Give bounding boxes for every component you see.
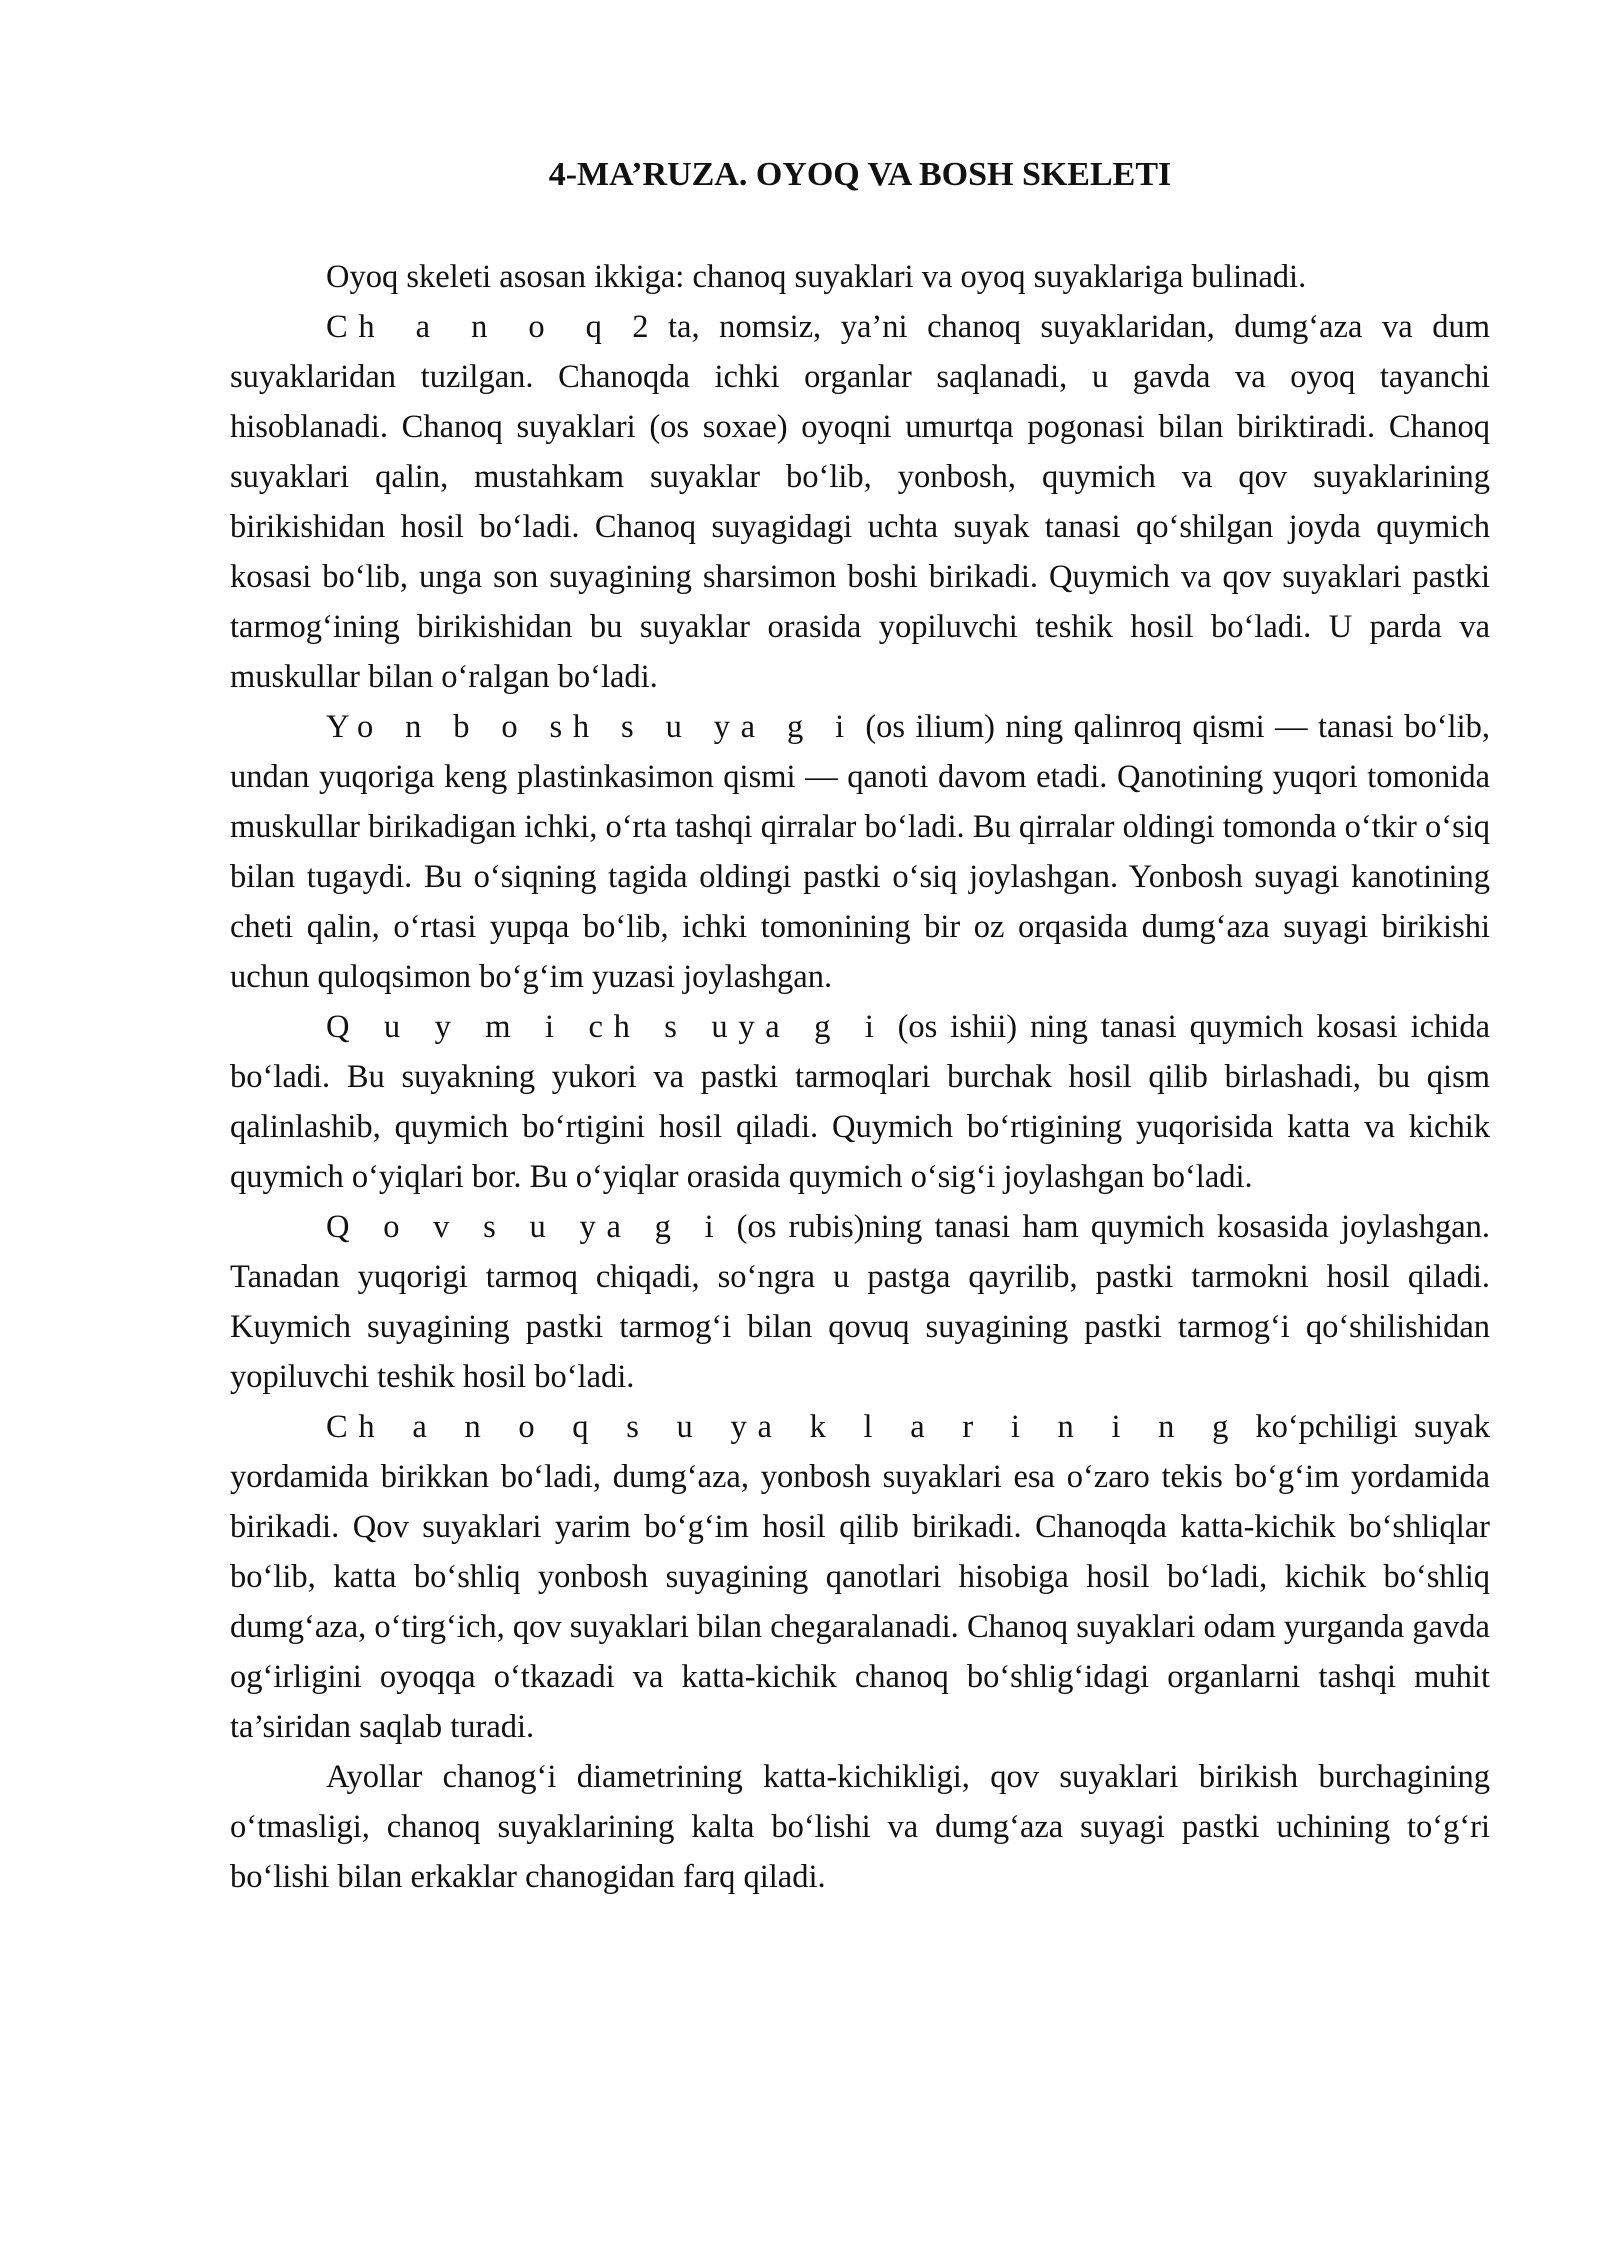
paragraph-4-text: (os ishii) ning tanasi quymich kosasi ichida bo‘ladi. Bu suyakning yukori va pastki tarmoqlari burchak hosil qilib birlashadi, bu qism qalinlashib, quymich bo‘rtigini hosil qiladi. Quymich bo‘rtigining yuqorisida katta va kichik quymich o‘yiqlari bor. Bu o‘yiqlar orasida quymich o‘sig‘i joylashgan bo‘ladi.	[230, 1009, 1490, 1195]
paragraph-1-text: Oyoq skeleti asosan ikkiga: chanoq suyaklari va oyoq suyaklariga bulinadi.	[326, 259, 1307, 295]
paragraph-2-lead: Ch a n o q	[326, 309, 613, 345]
paragraph-4-lead: Q u y m i ch s uya g i	[326, 1009, 885, 1045]
paragraph-5-lead: Q o v s u ya g i	[326, 1209, 725, 1245]
paragraph-7	[230, 1752, 1490, 1902]
paragraph-4	[230, 1002, 1490, 1202]
paragraph-7-text: Ayollar chanog‘i diametrining katta-kichikligi, qov suyaklari birikish burchagining o‘tmasligi, chanoq suyaklarining kalta bo‘lishi va dumg‘aza suyagi pastki uchining to‘g‘ri bo‘lishi bilan erkaklar chanogidan farq qiladi.	[230, 1759, 1490, 1895]
paragraph-6	[230, 1402, 1490, 1752]
page-title: 4-MA’RUZA. OYOQ VA BOSH SKELETI	[548, 156, 1172, 193]
paragraph-3-text: (os ilium) ning qalinroq qismi — tanasi bo‘lib, undan yuqoriga keng plastinkasimon qismi — qanoti davom etadi. Qanotining yuqori tomonida muskullar birikadigan ichki, o‘rta tashqi qirralar bo‘ladi. Bu qirralar oldingi tomonda o‘tkir o‘siq bilan tugaydi. Bu o‘siqning tagida oldingi pastki o‘siq joylashgan. Yonbosh suyagi kanotining cheti qalin, o‘rtasi yupqa bo‘lib, ichki tomonining bir oz orqasida dumg‘aza suyagi birikishi uchun quloqsimon bo‘g‘im yuzasi joylashgan.	[230, 709, 1490, 995]
paragraph-6-text: ko‘pchiligi suyak yordamida birikkan bo‘ladi, dumg‘aza, yonbosh suyaklari esa o‘zaro tekis bo‘g‘im yordamida birikadi. Qov suyaklari yarim bo‘g‘im hosil qilib birikadi. Chanoqda katta-kichik bo‘shliqlar bo‘lib, katta bo‘shliq yonbosh suyagining qanotlari hisobiga hosil bo‘ladi, kichik bo‘shliq dumg‘aza, o‘tirg‘ich, qov suyaklari bilan chegaralanadi. Chanoq suyaklari odam yurganda gavda og‘irligini oyoqqa o‘tkazadi va katta-kichik chanoq bo‘shlig‘idagi organlarni tashqi muhit ta’siridan saqlab turadi.	[230, 1409, 1490, 1745]
paragraph-5-text: (os rubis)ning tanasi ham quymich kosasida joylashgan. Tanadan yuqorigi tarmoq chiqadi, so‘ngra u pastga qayrilib, pastki tarmokni hosil qiladi. Kuymich suyagining pastki tarmog‘i bilan qovuq suyagining pastki tarmog‘i qo‘shilishidan yopiluvchi teshik hosil bo‘ladi.	[230, 1209, 1490, 1395]
paragraph-3-lead: Yo n b o sh s u ya g i	[326, 709, 855, 745]
paragraph-2	[230, 302, 1490, 702]
paragraph-3	[230, 702, 1490, 1002]
paragraph-5	[230, 1202, 1490, 1402]
paragraph-6-lead: Ch a n o q s u ya k l a r i n i n g	[326, 1409, 1240, 1445]
paragraph-2-text: 2 ta, nomsiz, ya’ni chanoq suyaklaridan, dumg‘aza va dum suyaklaridan tuzilgan. Chanoqda ichki organlar saqlanadi, u gavda va oyoq tayanchi hisoblanadi. Chanoq suyaklari (os soxae) oyoqni umurtqa pogonasi bilan biriktiradi. Chanoq suyaklari qalin, mustahkam suyaklar bo‘lib, yonbosh, quymich va qov suyaklarining birikishidan hosil bo‘ladi. Chanoq suyagidagi uchta suyak tanasi qo‘shilgan joyda quymich kosasi bo‘lib, unga son suyagining sharsimon boshi birikadi. Quymich va qov suyaklari pastki tarmog‘ining birikishidan bu suyaklar orasida yopiluvchi teshik hosil bo‘ladi. U parda va muskullar bilan o‘ralgan bo‘ladi.	[230, 309, 1490, 695]
paragraph-1	[230, 252, 1490, 302]
document-body	[230, 252, 1490, 1902]
